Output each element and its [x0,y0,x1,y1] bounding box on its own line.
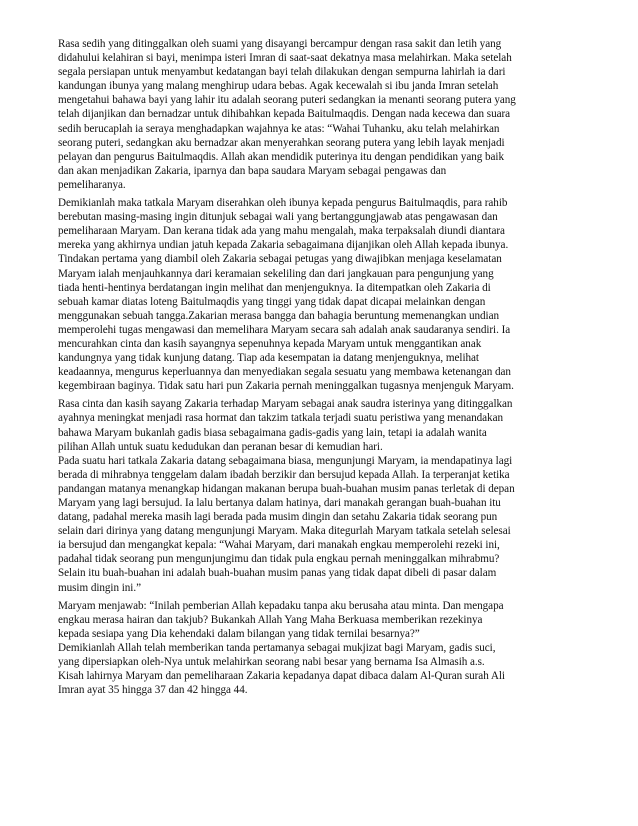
text-line: Rasa sedih yang ditinggalkan oleh suami yang disayangi bercampur dengan rasa sakit dan letih yang [58,38,502,50]
text-line: pemeliharaan Maryam. Dan kerana tidak ada yang mahu mengalah, maka terpaksalah diundi diantara [58,225,505,238]
text-line: segala persiapan untuk menyambut kedatangan bayi telah dilakukan dengan sempurna lahirlah ia dari [58,66,506,79]
text-line: mengetahui bahawa bayi yang lahir itu adalah seorang puteri sedangkan ia menanti seorang putera yang [58,94,516,107]
text-line: Demikianlah maka tatkala Maryam diserahkan oleh ibunya kepada pengurus Baitulmaqdis, para rahib [58,197,508,210]
text-line: Demikianlah Allah telah memberikan tanda pertamanya sebagai mukjizat bagi Maryam, gadis suci, [58,641,496,654]
paragraph [58,397,580,594]
text-line: mereka yang akhirnya undian jatuh kepada Zakaria sebagaimana dijanjikan oleh Allah kepada ibunya. [58,239,509,252]
paragraph [58,196,580,393]
text-line: sebuah kamar diatas loteng Baitulmaqdis yang tinggi yang tidak dapat dicapai melainkan dengan [58,295,486,308]
text-line: pemeliharanya. [58,178,126,191]
text-line: kandungan ibunya yang malang menghirup udara bebas. Agak kecewalah si ibu janda Imran setelah [58,80,499,93]
text-line: Maryam yang lagi bersujud. Ia lalu bertanya dalam hatinya, dari manakah gerangan buah-buahan itu [58,497,501,509]
text-line: ia bersujud dan mengangkat kepala: “Wahai Maryam, dari manakah engkau memperolehi rezeki ini, [58,539,500,552]
text-line: seorang puteri, sedangkan aku bernadzar akan menyerahkan seorang putera yang lebih layak menjadi [58,136,505,149]
text-line: pandangan matanya menangkap hidangan makanan berupa buah-buahan musim panas terletak di depan [58,482,515,495]
text-line: kandungnya yang tidak kunjung datang. Tiap ada kesempatan ia datang menjenguknya, melihat [58,352,479,365]
text-line: dan akan menjadikan Zakaria, iparnya dan bapa saudara Maryam sebagai pengawas dan [58,164,447,177]
text-line: Imran ayat 35 hingga 37 dan 42 hingga 44. [58,684,248,697]
text-line: yang dipersiapkan oleh-Nya untuk melahirkan seorang nabi besar yang bernama Isa Almasih a.s. [58,656,485,669]
text-line: memperolehi tugas mengawasi dan memelihara Maryam secara sah adalah anak saudaranya sendiri. Ia [58,323,511,336]
text-line: pelayan dan pengurus Baitulmaqdis. Allah akan mendidik puterinya itu dengan pendidikan yang baik [58,150,504,163]
text-line: musim dingin ini.” [58,581,141,594]
text-line: Tindakan pertama yang diambil oleh Zakaria sebagai petugas yang diwajibkan menjaga keselamatan [58,253,502,266]
text-line: engkau merasa hairan dan takjub? Bukankah Allah Yang Maha Berkuasa memberikan rezekinya [58,613,483,626]
text-line: bahawa Maryam bukanlah gadis biasa sebagaimana gadis-gadis yang lain, tetapi ia adalah wanita [58,426,487,439]
text-line: telah dijanjikan dan bernadzar untuk dihibahkan kepada Baitulmaqdis. Dengan nada kecewa dan suara [58,108,511,121]
paragraph [58,599,580,698]
text-line: mencurahkan cinta dan kasih sayangnya sepenuhnya kepada Maryam untuk menggantikan anak [58,337,482,350]
text-line: pilihan Allah untuk suatu kedudukan dan peranan besar di kemudian hari. [58,440,383,453]
text-line: Selain itu buah-buahan ini adalah buah-buahan musim panas yang tidak dapat dibeli di pasar dalam [58,567,497,580]
text-line: kepada sesiapa yang Dia kehendaki dalam bilangan yang tidak ternilai besarnya?” [58,627,420,640]
text-line: selain dari dirinya yang datang mengunjungi Maryam. Maka ditegurlah Maryam tatkala setelah selesai [58,525,511,538]
text-line: padahal tidak seorang pun mengunjungimu dan tidak pula engkau pernah meninggalkan mihrabmu? [58,553,500,566]
text-line: didahului kelahiran si bayi, menimpa isteri Imran di saat-saat dekatnya masa melahirkan. Maka setelah [58,52,512,65]
text-line: tiada henti-hentinya berdatangan ingin melihat dan menjenguknya. Ia ditempatkan oleh Zakaria di [58,281,491,294]
text-line: Pada suatu hari tatkala Zakaria datang sebagaimana biasa, mengunjungi Maryam, ia mendapatinya lagi [58,454,513,467]
text-line: Rasa cinta dan kasih sayang Zakaria terhadap Maryam sebagai anak saudra isterinya yang ditinggalkan [58,398,513,411]
text-line: Maryam ialah menjauhkannya dari keramaian sekeliling dan dari jangkauan para pengunjung yang [58,267,494,280]
text-line: kegembiraan baginya. Tidak satu hari pun Zakaria pernah meninggalkan tugasnya menjenguk Maryam. [58,380,514,393]
text-line: keadaannya, mengurus keperluannya dan menyediakan segala sesuatu yang membawa ketenangan dan [58,366,511,379]
text-line: sedih berucaplah ia seraya menghadapkan wajahnya ke atas: “Wahai Tuhanku, aku telah melahirkan [58,122,500,135]
text-line: Kisah lahirnya Maryam dan pemeliharaan Zakaria kepadanya dapat dibaca dalam Al-Quran surah Ali [58,670,505,683]
document-body [58,37,580,697]
text-line: Maryam menjawab: “Inilah pemberian Allah kepadaku tanpa aku berusaha atau minta. Dan mengapa [58,599,504,612]
paragraph [58,37,580,192]
text-line: berada di mihrabnya tenggelam dalam ibadah berzikir dan bersujud kepada Allah. Ia terperanjat ketika [58,468,510,481]
text-line: menggunakan sebuah tangga.Zakarian merasa bangga dan bahagia beruntung memenangkan undian [58,309,500,322]
text-line: berebutan masing-masing ingin ditunjuk sebagai wali yang bertanggungjawab atas pengawasan dan [58,211,498,224]
text-line: datang, padahal mereka masih lagi berada pada musim dingin dan setahu Zakaria tidak seorang pun [58,511,498,524]
text-line: ayahnya meningkat menjadi rasa hormat dan takzim tatkala terjadi suatu peristiwa yang menandakan [58,412,503,425]
